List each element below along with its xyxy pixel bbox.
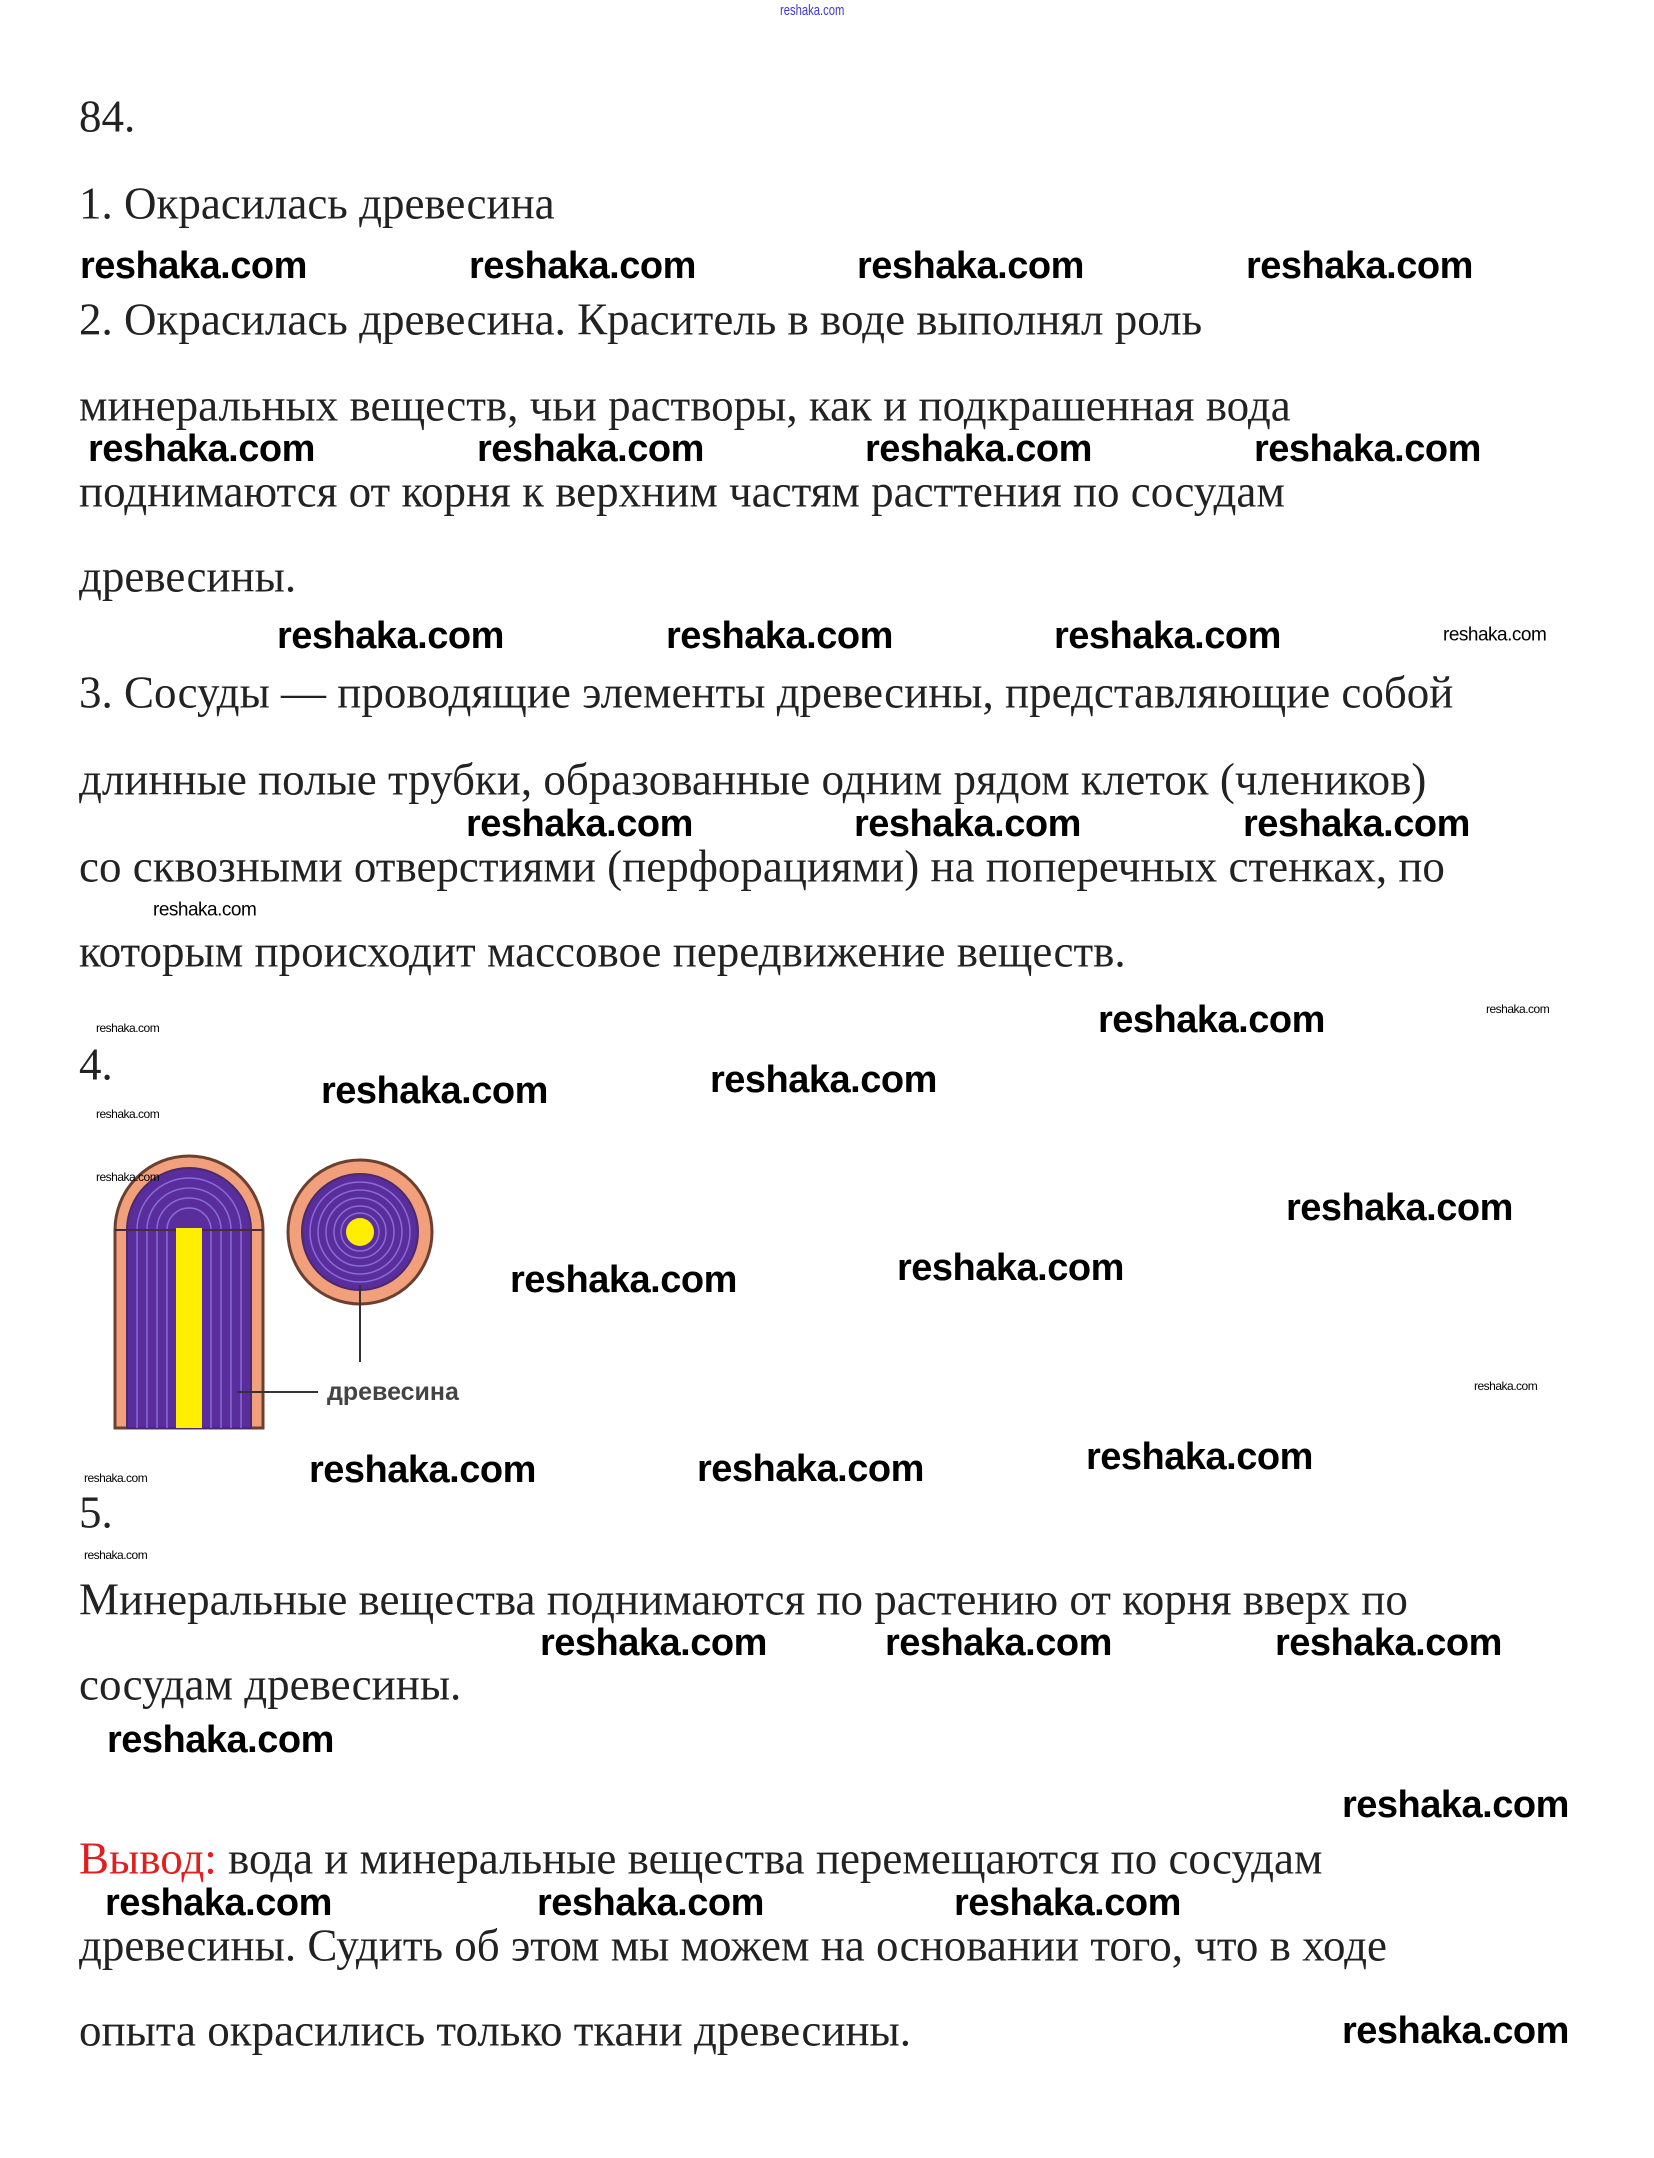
watermark: reshaka.com — [107, 1719, 334, 1761]
watermark: reshaka.com — [885, 1622, 1112, 1664]
watermark: reshaka.com — [477, 428, 704, 470]
watermark: reshaka.com — [1342, 2010, 1569, 2052]
wood-label: древесина — [327, 1378, 459, 1406]
watermark: reshaka.com — [96, 1107, 160, 1121]
answer-3-line: со сквозными отверстиями (перфорациями) на поперечных стенках, по — [79, 841, 1445, 892]
watermark: reshaka.com — [96, 1021, 160, 1035]
watermark: reshaka.com — [897, 1247, 1124, 1289]
watermark: reshaka.com — [309, 1449, 536, 1491]
watermark: reshaka.com — [857, 245, 1084, 287]
conclusion-text: вода и минеральные вещества перемещаются по сосудам — [216, 1833, 1323, 1884]
watermark: reshaka.com — [1254, 428, 1481, 470]
answer-1: 1. Окрасилась древесина — [79, 178, 555, 229]
answer-2-line: минеральных веществ, чьи растворы, как и подкрашенная вода — [79, 380, 1291, 431]
watermark: reshaka.com — [80, 245, 307, 287]
watermark: reshaka.com — [105, 1882, 332, 1924]
answer-5-line: Минеральные вещества поднимаются по растению от корня вверх по — [79, 1574, 1408, 1625]
answer-2-line: 2. Окрасилась древесина. Краситель в воде выполнял роль — [79, 294, 1203, 345]
watermark: reshaka.com — [865, 428, 1092, 470]
watermark: reshaka.com — [96, 1170, 160, 1184]
answer-3-line: 3. Сосуды — проводящие элементы древесины, представляющие собой — [79, 667, 1454, 718]
longitudinal-section — [115, 1156, 318, 1428]
watermark: reshaka.com — [710, 1059, 937, 1101]
answer-5-number: 5. — [79, 1487, 113, 1538]
watermark: reshaka.com — [537, 1882, 764, 1924]
conclusion-line: опыта окрасились только ткани древесины. — [79, 2005, 912, 2056]
watermark: reshaka.com — [1275, 1622, 1502, 1664]
answer-3-line: которым происходит массовое передвижение веществ. — [79, 926, 1126, 977]
watermark: reshaka.com — [1086, 1436, 1313, 1478]
watermark: reshaka.com — [466, 803, 693, 845]
cross-section — [288, 1160, 432, 1362]
watermark: reshaka.com — [469, 245, 696, 287]
conclusion-line — [79, 1833, 1323, 1884]
stem-diagram — [100, 1140, 500, 1440]
answer-2-line: древесины. — [79, 551, 297, 602]
conclusion-label: Вывод: — [79, 1833, 217, 1884]
watermark: reshaka.com — [277, 615, 504, 657]
watermark: reshaka.com — [540, 1622, 767, 1664]
watermark: reshaka.com — [321, 1070, 548, 1112]
top-link[interactable]: reshaka.com — [780, 2, 845, 19]
conclusion-line: древесины. Судить об этом мы можем на основании того, что в ходе — [79, 1920, 1388, 1971]
watermark: reshaka.com — [954, 1882, 1181, 1924]
answer-3-line: длинные полые трубки, образованные одним рядом клеток (члеников) — [79, 754, 1427, 805]
watermark: reshaka.com — [697, 1448, 924, 1490]
watermark: reshaka.com — [1054, 615, 1281, 657]
watermark: reshaka.com — [1246, 245, 1473, 287]
watermark: reshaka.com — [1098, 999, 1325, 1041]
watermark: reshaka.com — [88, 428, 315, 470]
watermark: reshaka.com — [1342, 1784, 1569, 1826]
watermark: reshaka.com — [1243, 803, 1470, 845]
watermark: reshaka.com — [1474, 1379, 1538, 1393]
task-number: 84. — [79, 91, 136, 142]
watermark: reshaka.com — [153, 899, 257, 921]
watermark: reshaka.com — [510, 1259, 737, 1301]
answer-5-line: сосудам древесины. — [79, 1659, 462, 1710]
watermark: reshaka.com — [1486, 1002, 1550, 1016]
watermark: reshaka.com — [854, 803, 1081, 845]
watermark: reshaka.com — [1286, 1187, 1513, 1229]
answer-2-line: поднимаются от корня к верхним частям расттения по сосудам — [79, 466, 1285, 517]
answer-4-number: 4. — [79, 1039, 113, 1090]
watermark: reshaka.com — [84, 1471, 148, 1485]
watermark: reshaka.com — [666, 615, 893, 657]
watermark: reshaka.com — [1443, 624, 1547, 646]
watermark: reshaka.com — [84, 1548, 148, 1562]
